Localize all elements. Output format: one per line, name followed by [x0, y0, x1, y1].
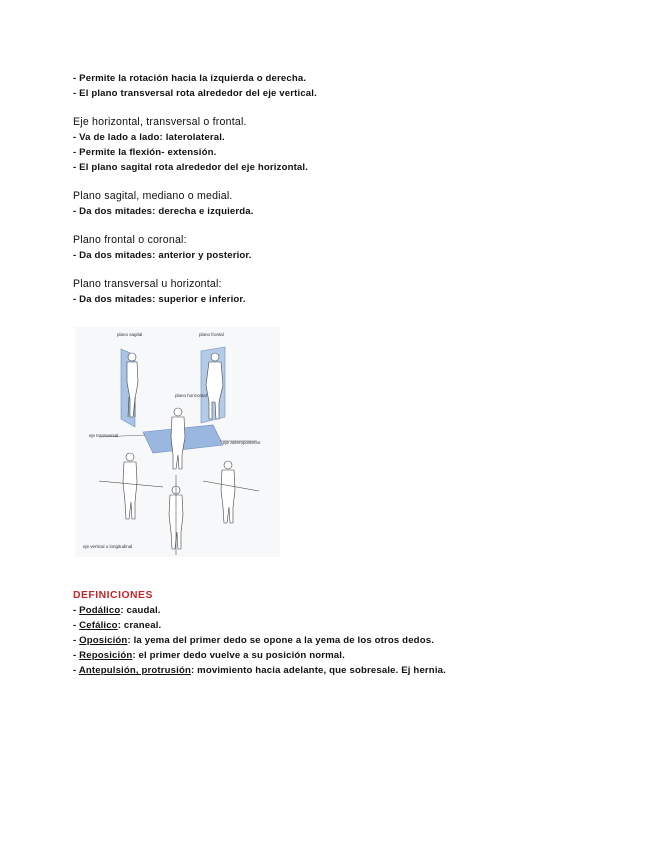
definition-term: Oposición — [79, 635, 128, 646]
definition-item: - Oposición: la yema del primer dedo se opone a la yema de los otros dedos. — [73, 635, 435, 646]
section-heading: Plano transversal u horizontal: — [73, 278, 222, 290]
section-heading: Eje horizontal, transversal o frontal. — [73, 116, 247, 128]
definition-item: - Podálico: caudal. — [73, 605, 161, 616]
text-line: - Da dos mitades: superior e inferior. — [73, 294, 246, 305]
definition-term: Podálico — [79, 605, 121, 616]
label-plano-frontal: plano frontal — [199, 332, 224, 337]
definition-item: - Antepulsión, protrusión: movimiento hacia adelante, que sobresale. Ej hernia. — [73, 665, 446, 676]
section-heading: Plano frontal o coronal: — [73, 234, 187, 246]
label-plano-sagital: plano sagital — [117, 332, 143, 337]
definition-item: - Cefálico: craneal. — [73, 620, 162, 631]
definition-term: Antepulsión, protrusión — [78, 665, 191, 676]
definition-text: : craneal. — [117, 620, 162, 631]
text-line: - Da dos mitades: anterior y posterior. — [73, 250, 252, 261]
text-line: - Va de lado a lado: laterolateral. — [73, 132, 225, 143]
definition-text: : caudal. — [120, 605, 161, 616]
label-eje-vertical: eje vertical o longitudinal — [83, 544, 133, 549]
definition-text: : movimiento hacia adelante, que sobresale. Ej hernia. — [190, 665, 446, 676]
text-line: - Permite la flexión- extensión. — [73, 147, 217, 158]
label-eje-transversal: eje transversal — [89, 433, 119, 438]
anatomical-planes-illustration — [75, 327, 280, 557]
text-line: - Da dos mitades: derecha e izquierda. — [73, 206, 254, 217]
section-heading: Plano sagital, mediano o medial. — [73, 190, 233, 202]
label-plano-horizontal: plano horizontal — [175, 393, 207, 398]
label-eje-anteroposterior: eje anteroposterior — [223, 440, 261, 445]
definiciones-heading: DEFINICIONES — [73, 590, 153, 601]
definition-text: : el primer dedo vuelve a su posición normal. — [132, 650, 345, 661]
definition-text: : la yema del primer dedo se opone a la yema de los otros dedos. — [127, 635, 435, 646]
anatomical-planes-figure — [75, 327, 280, 557]
definition-item: - Reposición: el primer dedo vuelve a su posición normal. — [73, 650, 345, 661]
text-line: - Permite la rotación hacia la izquierda o derecha. — [73, 73, 307, 84]
text-line: - El plano sagital rota alrededor del eje horizontal. — [73, 162, 309, 173]
text-line: - El plano transversal rota alrededor del eje vertical. — [73, 88, 317, 99]
definition-term: Reposición — [79, 650, 133, 661]
definition-term: Cefálico — [79, 620, 118, 631]
